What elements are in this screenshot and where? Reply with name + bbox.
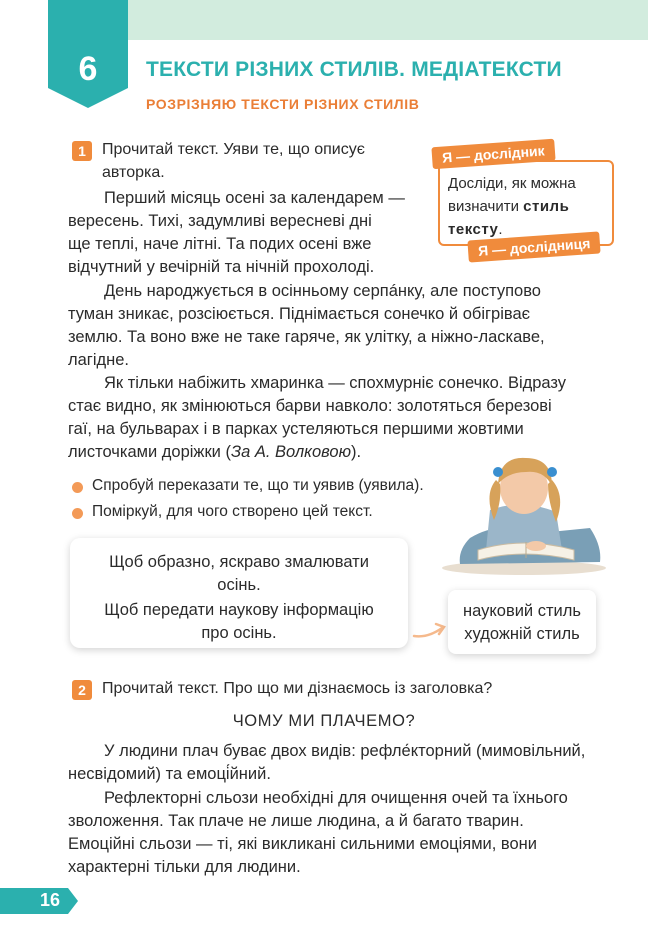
task2-paragraph-1 bbox=[68, 740, 598, 786]
task1-instruction-line1: Прочитай текст. Уяви те, що описує bbox=[102, 141, 365, 158]
girl-reading-illustration bbox=[440, 450, 608, 575]
page-number: 16 bbox=[40, 890, 61, 910]
bullet-text-1: Спробуй переказати те, що ти уявив (уявила). bbox=[92, 477, 424, 494]
arrow-icon bbox=[410, 614, 450, 642]
t2p2-line: Рефлекторні сльози необхідні для очищення очей та їхнього bbox=[104, 789, 568, 807]
t2p2-line: зволоження. Так плаче не лише людина, а й багато тварин. bbox=[68, 812, 524, 830]
t2p1-line: несвідомий) та емоці́йний. bbox=[68, 765, 271, 783]
p1-line: відчутний у вечірній та нічній прохолоді. bbox=[68, 258, 375, 276]
task-number-1: 1 bbox=[72, 141, 92, 161]
header-band bbox=[128, 0, 648, 40]
t2p1-line: У людини плач буває двох видів: рефле́кторний (мимовільний, bbox=[104, 742, 586, 760]
answer-line3: Щоб передати наукову інформацію bbox=[104, 601, 374, 619]
p2-line: туман зникає, розсіюється. Піднімається сонечко й обігріває bbox=[68, 305, 531, 323]
p1-line: вересень. Тихі, задумливі вересневі дні bbox=[68, 212, 372, 230]
researcher-text-bold: стиль тексту bbox=[448, 198, 570, 238]
p3-line: стає видно, як змінюються барви навколо: золотяться березові bbox=[68, 397, 552, 415]
chapter-number: 6 bbox=[78, 50, 98, 88]
researcher-text-end: . bbox=[498, 221, 503, 238]
source-author: За А. Волковою bbox=[230, 443, 351, 461]
researcher-text-part1: Досліди, як можна bbox=[448, 175, 576, 192]
task1-paragraph-2 bbox=[68, 280, 598, 372]
researcher-tag-male: Я — дослідник bbox=[431, 139, 555, 170]
p2-line: землю. Та воно вже не таке гаряче, як улітку, а ніжно-ласкаве, bbox=[68, 328, 545, 346]
task2-paragraph-2 bbox=[68, 787, 598, 879]
task1-instruction-line2: авторка. bbox=[102, 164, 165, 181]
p3-line: Як тільки набіжить хмаринка — спохмурніє сонечко. Відразу bbox=[104, 374, 567, 392]
task2-instruction: Прочитай текст. Про що ми дізнаємось із заголовка? bbox=[102, 680, 493, 697]
answer-line2: осінь. bbox=[217, 576, 261, 594]
p3-line: гаї, на бульварах і в парках устеляються першими жовтими bbox=[68, 420, 524, 438]
researcher-text bbox=[448, 172, 600, 241]
task1-paragraph-1 bbox=[68, 187, 414, 279]
text-heading: ЧОМУ МИ ПЛАЧЕМО? bbox=[232, 712, 416, 730]
style-item-scientific: науковий стиль bbox=[463, 602, 581, 620]
style-item-artistic: художній стиль bbox=[464, 625, 580, 643]
p2-line: лагідне. bbox=[68, 351, 129, 369]
bullet-icon bbox=[72, 482, 83, 493]
p1-line: ще теплі, наче літні. Та подих осені вже bbox=[68, 235, 372, 253]
t2p2-line: Емоційні сльози — ті, які викликані сильними емоціями, вони bbox=[68, 835, 538, 853]
bullet-text-2: Поміркуй, для чого створено цей текст. bbox=[92, 503, 373, 520]
t2p2-line: характерні тільки для людини. bbox=[68, 858, 301, 876]
p3-last-prefix: листочками доріжки ( bbox=[68, 443, 231, 461]
p3-last-suffix: ). bbox=[350, 443, 362, 461]
chapter-subtitle: РОЗРІЗНЯЮ ТЕКСТИ РІЗНИХ СТИЛІВ bbox=[146, 96, 420, 112]
researcher-text-part2: визначити bbox=[448, 198, 519, 215]
bullet-icon bbox=[72, 508, 83, 519]
p2-line: День народжується в осінньому серпáнку, але поступово bbox=[104, 282, 541, 300]
researcher-tag-female: Я — дослідниця bbox=[467, 231, 601, 262]
chapter-title: ТЕКСТИ РІЗНИХ СТИЛІВ. МЕДІАТЕКСТИ bbox=[146, 58, 562, 81]
answer-line1: Щоб образно, яскраво змалювати bbox=[109, 553, 369, 571]
answer-line4: про осінь. bbox=[201, 624, 277, 642]
task-number-2: 2 bbox=[72, 680, 92, 700]
p1-line: Перший місяць осені за календарем — bbox=[104, 189, 405, 207]
